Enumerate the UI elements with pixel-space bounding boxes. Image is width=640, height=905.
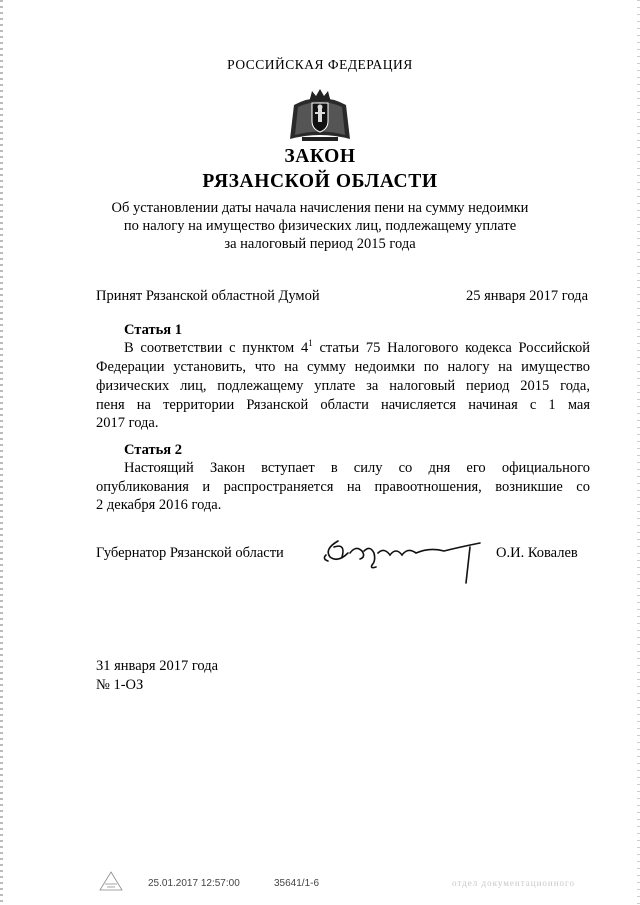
law-region-title: РЯЗАНСКОЙ ОБЛАСТИ [202, 171, 438, 192]
article-2-line-2: опубликования и распространяется на правоотношения, возникшие со [96, 479, 590, 495]
scan-code: 35641/1-6 [274, 878, 320, 889]
law-number: № 1-ОЗ [96, 677, 144, 693]
law-subject-line-2: по налогу на имущество физических лиц, подлежащему уплате [123, 218, 517, 234]
law-subject-line-3: за налоговый период 2015 года [224, 236, 416, 252]
scan-left-edge [0, 0, 3, 905]
country-header: РОССИЙСКАЯ ФЕДЕРАЦИЯ [227, 57, 413, 72]
article-1-line-1-start: В соответствии с пунктом 4 [124, 340, 309, 356]
article-2-heading: Статья 2 [124, 442, 182, 458]
article-2-line-1: Настоящий Закон вступает в силу со дня его официального [124, 460, 590, 476]
article-2-line-3: 2 декабря 2016 года. [96, 497, 222, 513]
article-1-line-5: 2017 года. [96, 415, 159, 431]
article-1-heading: Статья 1 [124, 322, 182, 338]
scan-timestamp: 25.01.2017 12:57:00 [148, 878, 240, 889]
article-1-superscript: 1 [308, 338, 313, 349]
handwritten-signature-icon [320, 527, 500, 589]
law-title: ЗАКОН [284, 146, 356, 167]
article-1-line-1 [124, 340, 590, 357]
governor-name: О.И. Ковалев [496, 545, 578, 561]
adoption-date: 25 января 2017 года [465, 288, 588, 304]
faint-stamp-text: отдел документационного [452, 878, 575, 888]
article-1-line-3: физических лиц, подлежащему уплате за налоговый период 2015 года, [96, 378, 590, 394]
article-1-line-4: пеня на территории Рязанской области начисляется начиная с 1 мая [96, 397, 590, 413]
governor-position: Губернатор Рязанской области [96, 545, 284, 561]
scanner-mark-icon [98, 870, 124, 892]
article-1-line-1-end: статьи 75 Налогового кодекса Российской [312, 340, 590, 356]
coat-of-arms-icon [288, 87, 352, 143]
issue-date: 31 января 2017 года [96, 658, 219, 674]
adopted-by: Принят Рязанской областной Думой [96, 288, 320, 304]
law-subject-line-1: Об установлении даты начала начисления пени на сумму недоимки [111, 200, 529, 216]
article-1-line-2: Федерации установить, что на сумму недоимки по налогу на имущество [96, 359, 590, 375]
